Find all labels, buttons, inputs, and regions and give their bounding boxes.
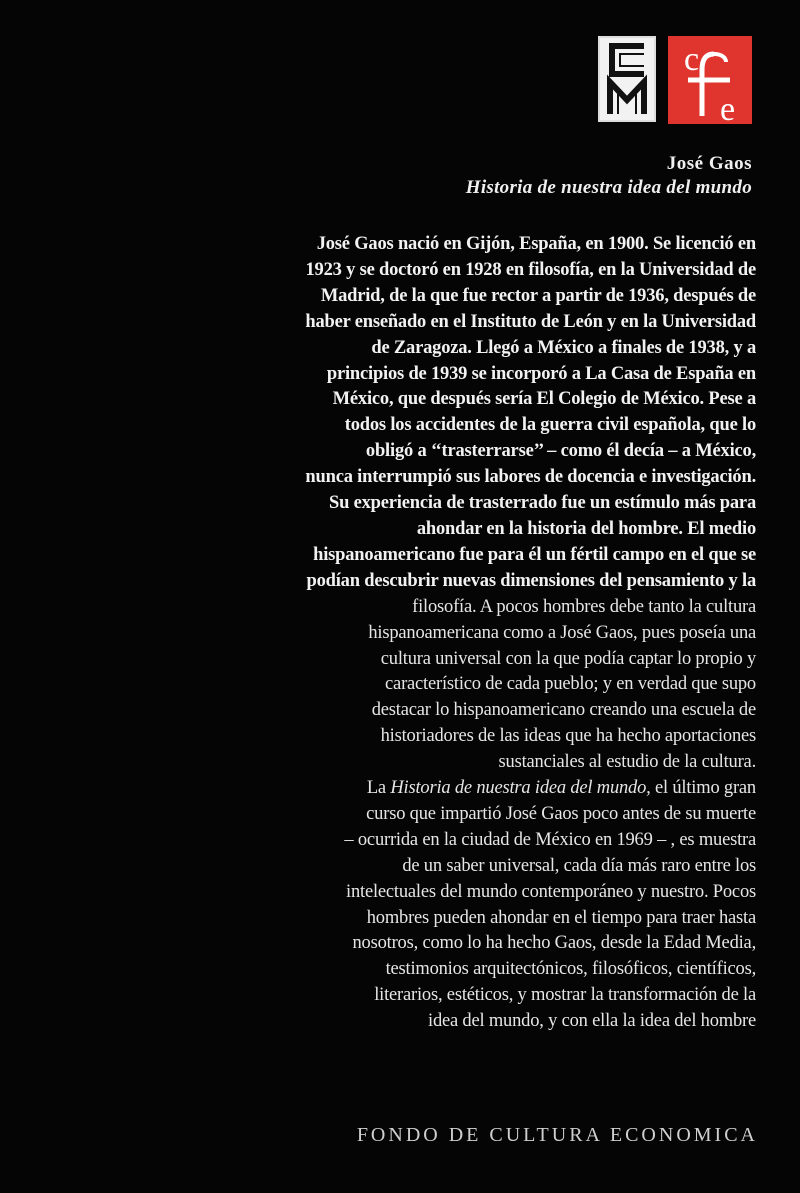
blurb-line: hispanoamericana como a José Gaos, pues poseía una [368, 622, 756, 643]
blurb-line: filosofía. A pocos hombres debe tanto la cultura [412, 596, 756, 617]
author-name: José Gaos [666, 153, 752, 174]
blurb-line: sustanciales al estudio de la cultura. [498, 752, 756, 773]
blurb-line: testimonios arquitectónicos, filosóficos, científicos, [385, 959, 756, 980]
book-title: Historia de nuestra idea del mundo [465, 177, 752, 198]
blurb-line: principios de 1939 se incorporó a La Casa de España en [326, 363, 756, 384]
blurb-line: 1923 y se doctoró en 1928 en filosofía, en la Universidad de [305, 259, 756, 280]
blurb-line: nosotros, como lo ha hecho Gaos, desde la Edad Media, [352, 933, 756, 954]
blurb-line: nunca interrumpió sus labores de docencia e investigación. [305, 467, 756, 488]
blurb-line: literarios, estéticos, y mostrar la transformación de la [374, 985, 756, 1006]
blurb-line: Su experiencia de trasterrado fue un estímulo más para [329, 493, 756, 514]
svg-text:c: c [684, 41, 700, 78]
blurb-line: destacar lo hispanoamericano creando una escuela de [371, 700, 756, 721]
blurb-line: historiadores de las ideas que ha hecho aportaciones [380, 726, 756, 747]
blurb-line: hispanoamericano fue para él un fértil campo en el que se [313, 544, 756, 565]
blurb-line: José Gaos nació en Gijón, España, en 1900. Se licenció en [316, 234, 756, 254]
blurb-line: hombres pueden ahondar en el tiempo para traer hasta [366, 907, 756, 928]
blurb-line: curso que impartió José Gaos poco antes de su muerte [366, 803, 756, 824]
book-title-italic: Historia de nuestra idea del mundo, [390, 778, 651, 799]
cover-header [466, 152, 752, 200]
blurb-line: característico de cada pueblo; y en verdad que supo [385, 674, 756, 695]
blurb-line: todos los accidentes de la guerra civil española, que lo [344, 415, 756, 436]
blurb-line: México, que después sería El Colegio de México. Pese a [332, 389, 756, 410]
blurb-line: de un saber universal, cada día más raro entre los [402, 855, 756, 876]
blurb-line: – ocurrida en la ciudad de México en 1969 – , es muestra [344, 829, 756, 850]
blurb-line: idea del mundo, y con ella la idea del hombre [428, 1011, 756, 1032]
blurb-line: haber enseñado en el Instituto de León y en la Universidad [305, 311, 756, 332]
blurb-line: intelectuales del mundo contemporáneo y nuestro. Pocos [346, 881, 756, 902]
blurb-line: podían descubrir nuevas dimensiones del pensamiento y la [306, 570, 756, 591]
cover-blurb [136, 232, 756, 1035]
blurb-line: obligó a ‘‘trasterrarse’’ – como él decía – a México, [365, 441, 756, 462]
blurb-line [136, 776, 756, 802]
blurb-line: de Zaragoza. Llegó a México a finales de 1938, y a [371, 337, 756, 358]
blurb-line: cultura universal con la que podía captar lo propio y [380, 648, 756, 669]
blurb-line: ahondar en la historia del hombre. El medio [416, 518, 756, 539]
svg-text:e: e [720, 91, 736, 124]
publisher-name: FONDO DE CULTURA ECONOMICA [356, 1124, 758, 1146]
fce-logo-icon [668, 36, 752, 124]
cm-monogram-logo-icon [598, 36, 656, 122]
para2-prefix: La [366, 778, 391, 799]
para2-suffix: el último gran [650, 778, 756, 799]
blurb-line: Madrid, de la que fue rector a partir de 1936, después de [320, 285, 756, 306]
